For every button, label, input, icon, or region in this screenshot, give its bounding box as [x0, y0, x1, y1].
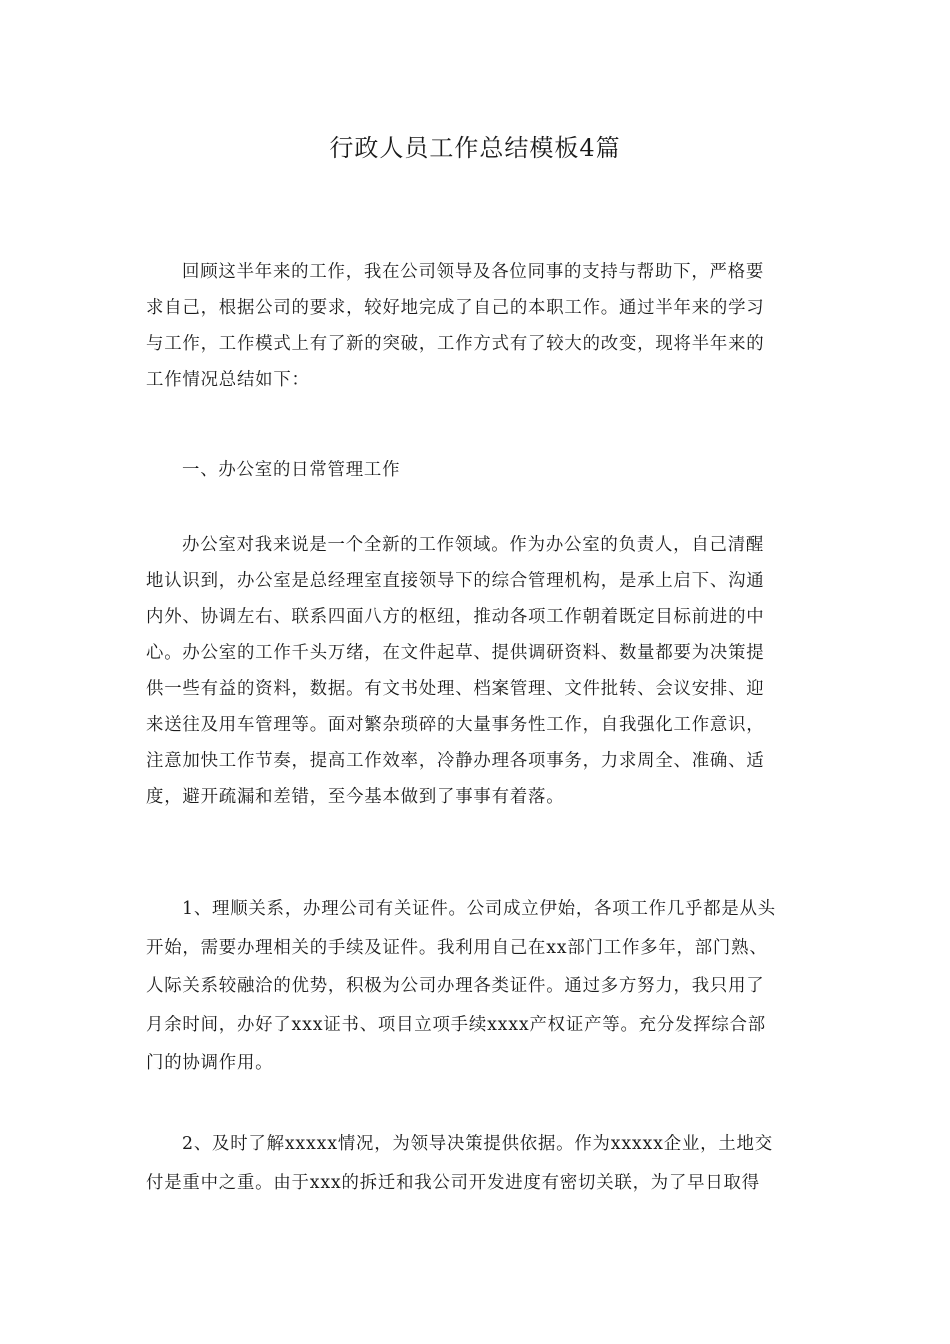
- text-line: 注意加快工作节奏，提高工作效率，冷静办理各项事务，力求周全、准确、适: [146, 751, 765, 771]
- text-line: 门的协调作用。: [146, 1053, 274, 1074]
- text-line: 开始，需要办理相关的手续及证件。我利用自己在xx部门工作多年，部门熟、: [146, 937, 768, 958]
- paragraph-intro: [146, 254, 806, 398]
- text-line: 与工作，工作模式上有了新的突破，工作方式有了较大的改变，现将半年来的: [146, 334, 765, 354]
- text-line: 供一些有益的资料，数据。有文书处理、档案管理、文件批转、会议安排、迎: [146, 679, 765, 699]
- text-line: 人际关系较融洽的优势，积极为公司办理各类证件。通过多方努力，我只用了: [146, 976, 765, 997]
- text-line: 办公室对我来说是一个全新的工作领域。作为办公室的负责人，自己清醒: [182, 535, 765, 555]
- text-line: 地认识到，办公室是总经理室直接领导下的综合管理机构，是承上启下、沟通: [146, 571, 765, 591]
- text-line: 心。办公室的工作千头万绪，在文件起草、提供调研资料、数量都要为决策提: [146, 643, 765, 663]
- text-line: 回顾这半年来的工作，我在公司领导及各位同事的支持与帮助下，严格要: [182, 262, 765, 282]
- paragraph-item-1: [146, 890, 806, 1083]
- text-line: 来送往及用车管理等。面对繁杂琐碎的大量事务性工作，自我强化工作意识，: [146, 715, 765, 735]
- paragraph-section-1: [146, 527, 806, 815]
- section-heading: [146, 452, 806, 488]
- text-line: 付是重中之重。由于xxx的拆迁和我公司开发进度有密切关联，为了早日取得: [146, 1172, 760, 1193]
- text-line: 度，避开疏漏和差错，至今基本做到了事事有着落。: [146, 787, 565, 807]
- section-heading-text: 一、办公室的日常管理工作: [182, 460, 401, 480]
- paragraph-item-2: [146, 1125, 806, 1202]
- document-title: 行政人员工作总结模板4篇: [329, 134, 621, 162]
- text-line: 1、理顺关系，办理公司有关证件。公司成立伊始，各项工作几乎都是从头: [182, 899, 776, 919]
- text-line: 工作情况总结如下：: [146, 370, 310, 390]
- text-line: 月余时间，办好了xxx证书、项目立项手续xxxx产权证产等。充分发挥综合部: [146, 1014, 766, 1035]
- text-line: 求自己，根据公司的要求，较好地完成了自己的本职工作。通过半年来的学习: [146, 298, 765, 318]
- text-line: 内外、协调左右、联系四面八方的枢纽，推动各项工作朝着既定目标前进的中: [146, 607, 765, 627]
- text-line: 2、及时了解xxxxx情况，为领导决策提供依据。作为xxxxx企业，土地交: [182, 1134, 773, 1154]
